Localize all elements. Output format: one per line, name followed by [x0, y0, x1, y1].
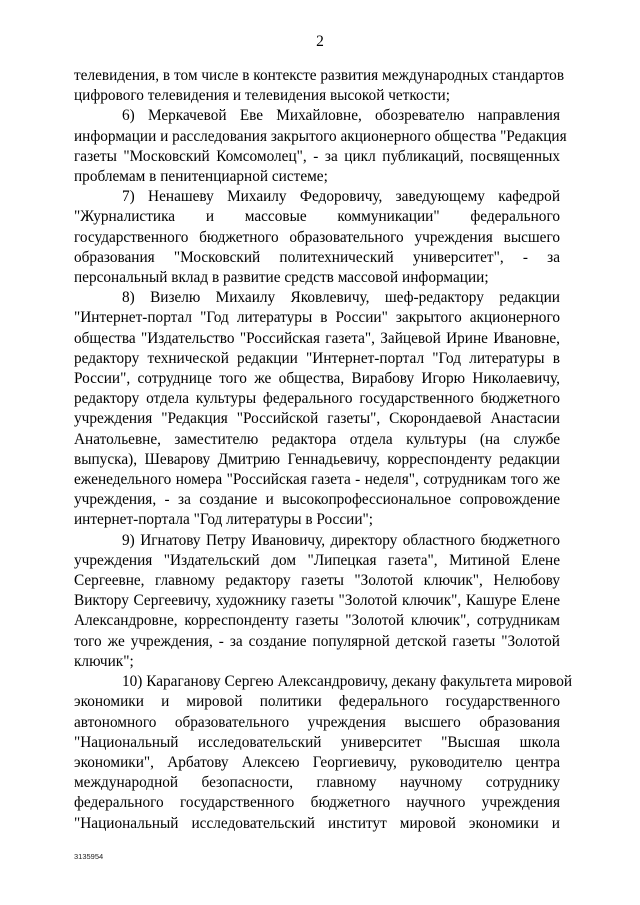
paragraph-item-7 — [74, 187, 560, 288]
text-line: экономики", Арбатову Алексею Георгиевичу, руководителю центра — [74, 753, 560, 771]
text-line: 7) Ненашеву Михаилу Федоровичу, заведующему кафедрой — [122, 188, 560, 206]
text-line: цифрового телевидения и телевидения высокой четкости; — [74, 87, 450, 105]
text-line: 10) Караганову Сергею Александровичу, декану факультета мировой — [122, 673, 573, 691]
text-line: общества "Издательство "Российская газета", Зайцевой Ирине Ивановне, — [74, 329, 560, 347]
text-line: экономики и мировой политики федерального государственного — [74, 693, 560, 711]
text-line: проблемам в пенитенциарной системе; — [74, 168, 328, 186]
paragraph-item-10 — [74, 672, 573, 834]
text-line: автономного образовательного учреждения высшего образования — [74, 713, 560, 731]
text-line: "Интернет-портал "Год литературы в России" закрытого акционерного — [74, 309, 560, 327]
text-line: Александровне, корреспонденту газеты "Золотой ключик", сотрудникам — [74, 612, 560, 630]
text-line: 9) Игнатову Петру Ивановичу, директору областного бюджетного — [122, 531, 560, 549]
text-line: телевидения, в том числе в контексте развития международных стандартов — [74, 67, 565, 84]
text-line: Анатольевне, заместителю редактора отдела культуры (на службе — [74, 430, 560, 448]
document-body — [74, 66, 573, 834]
text-line: выпуска), Шеварову Дмитрию Геннадьевичу, корреспонденту редакции — [74, 450, 560, 468]
text-line: учреждения "Издательский дом "Липецкая газета", Митиной Елене — [74, 551, 560, 569]
text-line: России", сотруднице того же общества, Вирабову Игорю Николаевичу, — [74, 370, 560, 388]
text-line: образования "Московский политехнический университет", - за — [74, 248, 560, 266]
paragraph-item-9 — [74, 531, 560, 672]
paragraph-item-6 — [74, 106, 567, 187]
text-line: "Национальный исследовательский университет "Высшая школа — [74, 733, 560, 751]
paragraph-item-8 — [74, 288, 560, 530]
text-line: еженедельного номера "Российская газета - неделя", сотрудникам того же — [74, 471, 560, 489]
document-id: 3135954 — [74, 852, 104, 861]
text-line: Сергеевне, главному редактору газеты "Золотой ключик", Нелюбову — [74, 572, 560, 590]
paragraph-continuation — [74, 66, 565, 106]
text-line: персональный вклад в развитие средств массовой информации; — [74, 269, 489, 287]
text-line: информации и расследования закрытого акционерного общества "Редакция — [74, 127, 567, 145]
text-line: 8) Визелю Михаилу Яковлевичу, шеф-редактору редакции — [122, 289, 560, 307]
text-line: федерального государственного бюджетного научного учреждения — [74, 794, 560, 812]
text-line: международной безопасности, главному научному сотруднику — [74, 774, 560, 792]
text-line: интернет-портала "Год литературы в России"; — [74, 511, 373, 529]
text-line: государственного бюджетного образовательного учреждения высшего — [74, 228, 560, 246]
text-line: учреждения, - за создание и высокопрофессиональное сопровождение — [74, 491, 560, 509]
text-line: ключик"; — [74, 652, 134, 670]
text-line: того же учреждения, - за создание популярной детской газеты "Золотой — [74, 632, 560, 650]
text-line: 6) Меркачевой Еве Михайловне, обозревателю направления — [122, 107, 560, 125]
text-line: "Национальный исследовательский институт мировой экономики и — [74, 814, 560, 832]
text-line: Виктору Сергеевичу, художнику газеты "Золотой ключик", Кашуре Елене — [74, 592, 560, 610]
text-line: редактору технической редакции "Интернет-портал "Год литературы в — [74, 349, 560, 367]
text-line: "Журналистика и массовые коммуникации" федерального — [74, 208, 560, 226]
page-number: 2 — [316, 33, 324, 50]
text-line: редактору отдела культуры федерального государственного бюджетного — [74, 390, 560, 408]
text-line: учреждения "Редакция "Российской газеты", Скорондаевой Анастасии — [74, 410, 560, 428]
text-line: газеты "Московский Комсомолец", - за цикл публикаций, посвященных — [74, 147, 560, 165]
